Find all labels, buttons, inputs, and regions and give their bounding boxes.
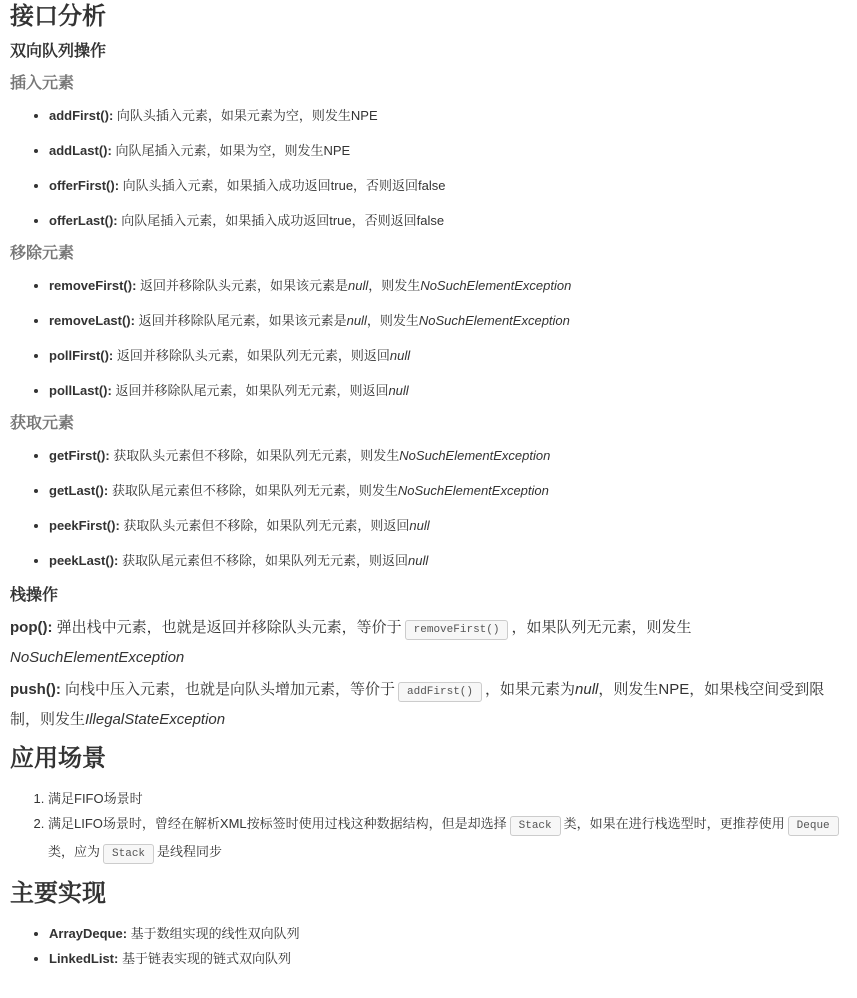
italic-term: null (346, 313, 367, 328)
italic-term: NoSuchElementException (10, 649, 185, 666)
description-text: 获取队头元素但不移除，如果队列无元素，则发生 (109, 448, 400, 463)
description-text: 获取队头元素但不移除，如果队列无元素，则返回 (119, 518, 410, 533)
description-text: 弹出栈中元素，也就是返回并移除队头元素，等价于 (52, 619, 402, 636)
description-text: 基于链表实现的链式双向队列 (118, 951, 291, 966)
stack-item (10, 614, 847, 672)
heading-stack-ops: 栈操作 (10, 587, 59, 604)
description-text: 获取队尾元素但不移除，如果队列无元素，则发生 (108, 483, 398, 498)
method-name: LinkedList: (49, 951, 119, 966)
description-text: 返回并移除队尾元素，如果该元素是 (134, 313, 347, 328)
description-text: 向队头插入元素，如果插入成功返回true，否则返回false (119, 178, 446, 193)
heading-get: 获取元素 (10, 415, 75, 432)
get-method-list (10, 438, 847, 578)
get-item (49, 543, 847, 578)
get-item (49, 473, 847, 508)
insert-item (49, 98, 847, 133)
description-text: ，如果元素为 (485, 681, 576, 698)
italic-term: NoSuchElementException (399, 448, 551, 463)
italic-term: NoSuchElementException (418, 313, 570, 328)
remove-item (49, 338, 847, 373)
impl-item (49, 921, 847, 946)
description-text: 向队头插入元素，如果元素为空，则发生NPE (113, 108, 378, 123)
description-text: 返回并移除队头元素，如果该元素是 (136, 278, 349, 293)
get-item (49, 508, 847, 543)
inline-code: addFirst() (398, 682, 482, 702)
inline-code: Stack (103, 844, 154, 864)
method-name: getFirst(): (49, 448, 110, 463)
method-name: offerLast(): (49, 213, 118, 228)
method-name: addFirst(): (49, 108, 114, 123)
method-name: getLast(): (49, 483, 109, 498)
impl-item (49, 946, 847, 971)
italic-term: IllegalStateException (85, 711, 226, 728)
inline-code: removeFirst() (405, 620, 509, 640)
heading-deque-ops: 双向队列操作 (10, 43, 107, 60)
description-text: 满足LIFO场景时，曾经在解析XML按标签时使用过栈这种数据结构，但是却选择 (48, 816, 507, 831)
description-text: 向队尾插入元素，如果为空，则发生NPE (111, 143, 351, 158)
description-text: 向队尾插入元素，如果插入成功返回true，否则返回false (117, 213, 445, 228)
description-text: 类，如果在进行栈选型时，更推荐使用 (563, 816, 785, 831)
italic-term: null (575, 681, 599, 698)
heading-implementations: 主要实现 (10, 880, 106, 907)
method-name: peekLast(): (49, 553, 119, 568)
description-text: 是线程同步 (157, 844, 223, 859)
scenarios-item (48, 811, 847, 867)
description-text: 返回并移除队尾元素，如果队列无元素，则返回 (111, 383, 389, 398)
italic-term: null (348, 278, 369, 293)
heading-insert: 插入元素 (10, 75, 75, 92)
method-name: removeLast(): (49, 313, 135, 328)
remove-item (49, 268, 847, 303)
description-text: ，如果队列无元素，则发生 (511, 619, 692, 636)
description-text: 向栈中压入元素，也就是向队头增加元素，等价于 (60, 681, 395, 698)
method-name: pollLast(): (49, 383, 112, 398)
heading-interface-analysis: 接口分析 (10, 3, 106, 30)
scenario-list (10, 786, 847, 867)
description-text: 类，应为 (48, 844, 101, 859)
scenarios-item (48, 786, 847, 811)
description-text: 满足FIFO场景时 (48, 791, 143, 806)
heading-scenarios: 应用场景 (10, 745, 106, 772)
description-text: 基于数组实现的线性双向队列 (127, 926, 300, 941)
method-name: addLast(): (49, 143, 112, 158)
description-text: 获取队尾元素但不移除，如果队列无元素，则返回 (118, 553, 408, 568)
description-text: 返回并移除队头元素，如果队列无元素，则返回 (113, 348, 390, 363)
italic-term: null (389, 348, 411, 363)
remove-item (49, 303, 847, 338)
method-name: offerFirst(): (49, 178, 120, 193)
method-name: removeFirst(): (49, 278, 137, 293)
insert-item (49, 203, 847, 238)
italic-term: NoSuchElementException (420, 278, 572, 293)
remove-method-list (10, 268, 847, 408)
inline-code: Stack (510, 816, 561, 836)
italic-term: null (409, 518, 430, 533)
description-text: ，则发生 (368, 278, 421, 293)
method-name: peekFirst(): (49, 518, 120, 533)
insert-item (49, 168, 847, 203)
insert-item (49, 133, 847, 168)
insert-method-list (10, 98, 847, 238)
inline-code: Deque (788, 816, 839, 836)
italic-term: NoSuchElementException (397, 483, 549, 498)
description-text: ，则发生 (366, 313, 419, 328)
method-name: pollFirst(): (49, 348, 114, 363)
method-name: pop(): (10, 619, 53, 636)
method-name: ArrayDeque: (49, 926, 128, 941)
stack-method-list (10, 614, 847, 734)
implementation-list (10, 921, 847, 971)
get-item (49, 438, 847, 473)
italic-term: null (407, 553, 429, 568)
stack-item (10, 676, 847, 734)
method-name: push(): (10, 681, 61, 698)
remove-item (49, 373, 847, 408)
description-text: ，则发生NPE，如果栈空间受到限制，则发生 (10, 681, 825, 728)
heading-remove: 移除元素 (10, 245, 75, 262)
italic-term: null (388, 383, 409, 398)
